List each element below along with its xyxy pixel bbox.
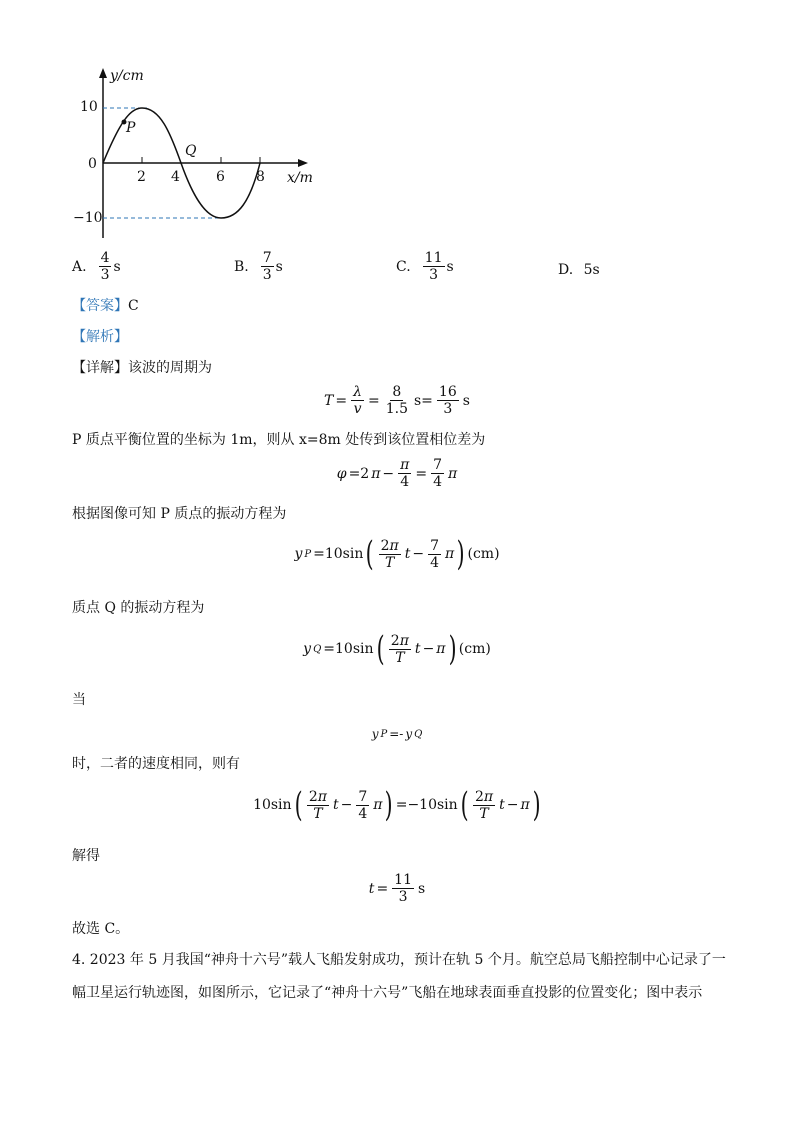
x-tick-2: 2 (137, 169, 146, 185)
option-d: D. 5s (558, 262, 600, 278)
y-tick-minus-10: −10 (73, 210, 103, 226)
detail-line: 【详解】该波的周期为 (72, 360, 212, 376)
point-q-label: Q (185, 143, 197, 159)
para-p: P 质点平衡位置的坐标为 1m，则从 x=8m 处传到该位置相位差为 (72, 432, 486, 448)
x-tick-6: 6 (216, 169, 225, 185)
para-eq-q: 质点 Q 的振动方程为 (72, 600, 205, 616)
equation-speed: 10sin ( $\frac{2\pi}{T}$ t − $\frac{7}{4}$ π ) =−10sin ( $\frac{2\pi}{T}$ t − π ) (253, 785, 541, 825)
x-axis-label: x/m (287, 170, 313, 186)
para-when: 当 (72, 692, 86, 708)
equation-period: T = $\frac{\lambda}{v}$ = $\frac{8}{1.5}$ s= $\frac{16}{3}$ s (324, 384, 470, 417)
answer-line: 【答案】C (72, 298, 139, 314)
equation-phase: φ =2 π − $\frac{\pi}{4}$ = $\frac{7}{4}$ π (336, 457, 458, 490)
analysis-line: 【解析】 (72, 329, 128, 345)
question-4-line-2: 幅卫星运行轨迹图，如图所示，它记录了“神舟十六号”飞船在地球表面垂直投影的位置变化；图中表示 (72, 985, 703, 1001)
y-axis-label: y/cm (110, 68, 144, 84)
equation-yq: y Q =10sin ( $\frac{2\pi}{T}$ t − π ) (cm) (303, 629, 491, 669)
equation-t: t = $\frac{11}{3}$ s (368, 872, 426, 905)
para-solve: 解得 (72, 848, 100, 864)
equation-equal: y P =- y Q (371, 727, 423, 741)
option-c: C. $\frac{11}{3}$ s (396, 250, 454, 283)
y-tick-0: 0 (88, 156, 97, 172)
wave-graph (70, 62, 330, 242)
para-choose: 故选 C。 (72, 921, 130, 937)
equation-yp: y P =10sin ( $\frac{2\pi}{T}$ t − $\frac{7}{4}$ π ) (cm) (294, 534, 500, 574)
x-tick-8: 8 (256, 169, 265, 185)
question-4-line-1: 4. 2023 年 5 月我国“神舟十六号”载人飞船发射成功，预计在轨 5 个月。航空总局飞船控制中心记录了一 (72, 952, 726, 968)
y-tick-10: 10 (80, 99, 98, 115)
para-speed: 时，二者的速度相同，则有 (72, 756, 240, 772)
option-a: A. $\frac{4}{3}$ s (72, 250, 121, 283)
option-b: B. $\frac{7}{3}$ s (234, 250, 283, 283)
para-eq-p: 根据图像可知 P 质点的振动方程为 (72, 506, 287, 522)
point-p-label: P (126, 120, 136, 136)
x-tick-4: 4 (171, 169, 180, 185)
